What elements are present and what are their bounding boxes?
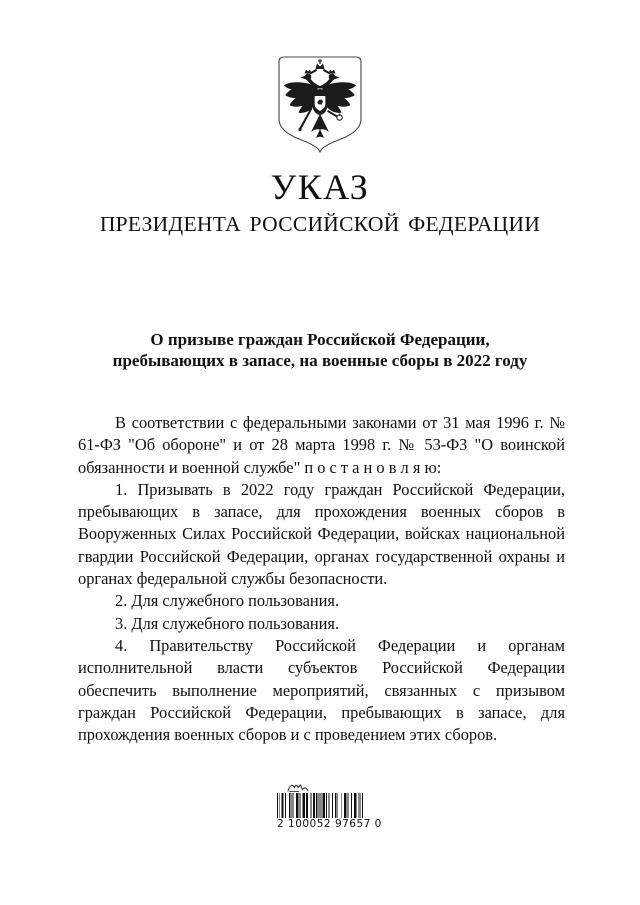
doc-type-title: УКАЗ bbox=[270, 167, 370, 207]
paragraph-preamble: В соответствии с федеральными законами от 31 мая 1996 г. № 61-ФЗ "Об обороне" и от 28 марта 1998 г. № 53-ФЗ "О воинской обязанности и военной службе" п о с т а н о в л я ю: bbox=[78, 413, 565, 477]
paragraph-item-2: 2. Для служебного пользования. bbox=[115, 591, 340, 611]
ean13-barcode-bars bbox=[277, 793, 363, 818]
decree-body bbox=[78, 412, 565, 746]
russia-coat-of-arms-icon bbox=[278, 56, 362, 153]
issuer-title: ПРЕЗИДЕНТА РОССИЙСКОЙ ФЕДЕРАЦИИ bbox=[99, 212, 541, 236]
paragraph-item-1: 1. Призывать в 2022 году граждан Российской Федерации, пребывающих в запасе, для прохождения военных сборов в Вооруженных Силах Российской Федерации, войсках национальной гвардии Российской Федерации, органах государственной охраны и органах федеральной службы безопасности. bbox=[78, 479, 565, 589]
paragraph-item-3: 3. Для служебного пользования. bbox=[115, 613, 340, 633]
subject-line-1: О призыве граждан Российской Федерации, bbox=[150, 330, 490, 349]
barcode-number: 2 100052 97657 0 bbox=[277, 818, 382, 830]
publication-barcode bbox=[277, 782, 382, 830]
subject-line-2: пребывающих в запасе, на военные сборы в 2022 году bbox=[112, 351, 528, 370]
paragraph-item-4: 4. Правительству Российской Федерации и органам исполнительной власти субъектов Российской Федерации обеспечить выполнение мероприятий, связанных с призывом граждан Российской Федерации, пребывающих в запасе, для прохождения военных сборов и с проведением этих сборов. bbox=[78, 635, 565, 745]
decree-subject-title bbox=[60, 329, 580, 371]
stamp-squiggle-icon bbox=[286, 782, 310, 793]
